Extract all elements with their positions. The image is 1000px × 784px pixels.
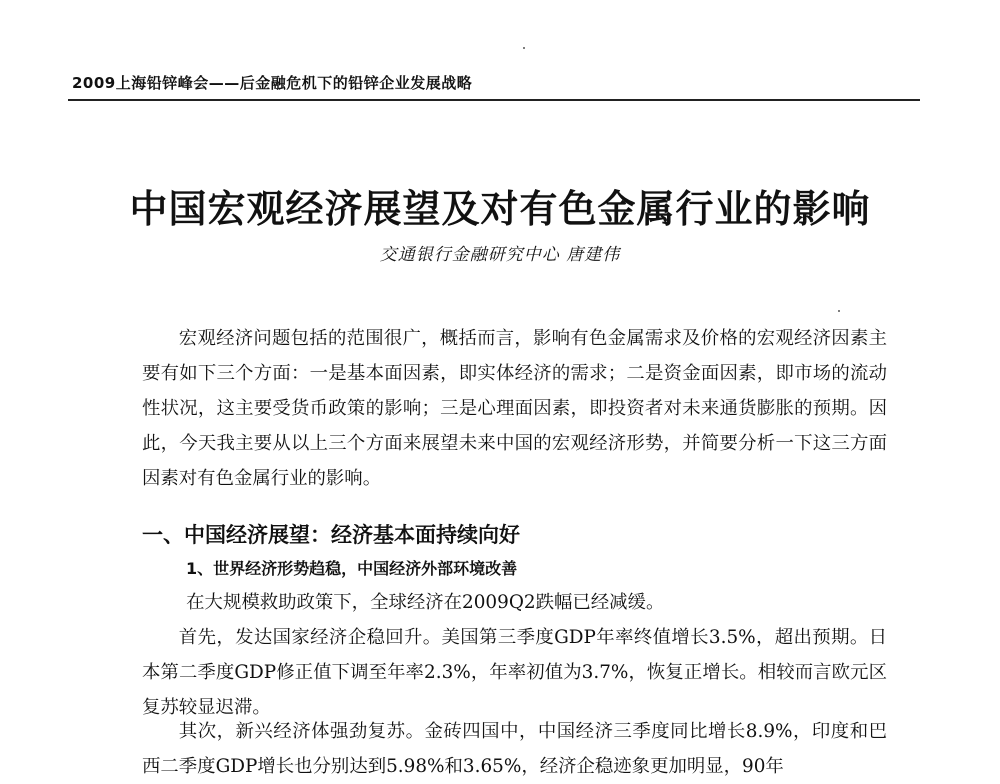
developed-economies-paragraph: 首先，发达国家经济企稳回升。美国第三季度GDP年率终值增长3.5%，超出预期。日本第二季度GDP修正值下调至年率2.3%，年率初值为3.7%，恢复正增长。相较而言欧元区复苏较显迟滞。	[142, 627, 887, 718]
lead-paragraph: 在大规模救助政策下，全球经济在2009Q2跌幅已经减缓。	[186, 592, 665, 613]
intro-paragraph: 宏观经济问题包括的范围很广，概括而言，影响有色金属需求及价格的宏观经济因素主要有如下三个方面：一是基本面因素，即实体经济的需求；二是资金面因素，即市场的流动性状况，这主要受货币政策的影响；三是心理面因素，即投资者对未来通货膨胀的预期。因此，今天我主要从以上三个方面来展望未来中国的宏观经济形势，并简要分析一下这三方面因素对有色金属行业的影响。	[142, 328, 887, 489]
header-rule	[68, 99, 920, 101]
running-header: 2009上海铅锌峰会——后金融危机下的铅锌企业发展战略	[72, 74, 473, 92]
emerging-economies-paragraph: 其次，新兴经济体强劲复苏。金砖四国中，中国经济三季度同比增长8.9%，印度和巴西二季度GDP增长也分别达到5.98%和3.65%，经济企稳迹象更加明显，90年	[142, 721, 887, 777]
section-heading: 一、中国经济展望：经济基本面持续向好	[142, 523, 520, 547]
subsection-heading: 1、世界经济形势趋稳，中国经济外部环境改善	[186, 559, 518, 578]
article-author: 交通银行金融研究中心 唐建伟	[379, 245, 621, 265]
scan-speck	[838, 310, 840, 312]
scan-speck	[523, 47, 525, 49]
article-title: 中国宏观经济展望及对有色金属行业的影响	[129, 186, 871, 231]
